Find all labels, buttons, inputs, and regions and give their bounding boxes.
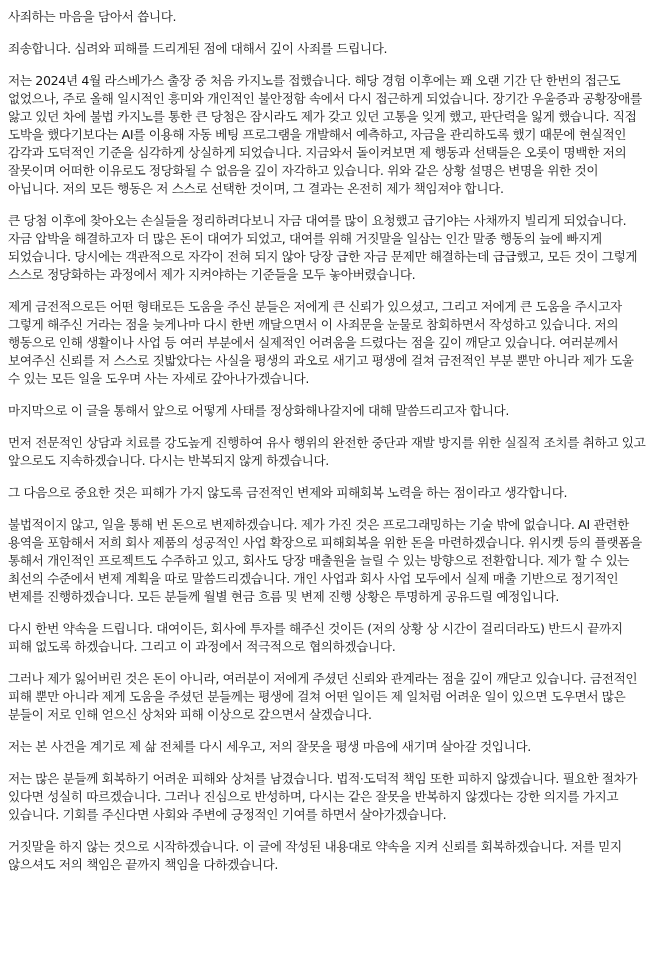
letter-heading: 사죄하는 마음을 담아서 씁니다. — [8, 9, 177, 24]
paragraph-gratitude: 제게 금전적으로든 어떤 형태로든 도움을 주신 분들은 저에게 큰 신뢰가 있으셨고, 그리고 저에게 큰 도움을 주시고자 그렇게 해주신 거라는 점을 늦게나마 다시 한번 깨달으면서 이 사죄문을 눈물로 참회하면서 작성하고 있습니다. 저의 행동으로 인해 생활이나 사업 등 여러 부분에서 실제적인 어려움을 드렸다는 점을 깊이 깨닫고 있습니다. 여러분께서 보여주신 신뢰를 저 스스로 짓밟았다는 사실을 평생의 과오로 새기고 평생에 걸쳐 금전적인 부분 뿐만 아니라 제가 도울 수 있는 모든 일을 도우며 사는 자세로 갚아나가겠습니다. — [8, 299, 634, 386]
paragraph-repayment-intro: 그 다음으로 중요한 것은 피해가 가지 않도록 금전적인 변제와 피해회복 노력을 하는 점이라고 생각합니다. — [8, 485, 568, 500]
paragraph-background: 저는 2024년 4월 라스베가스 출장 중 처음 카지노를 접했습니다. 해당 경험 이후에는 꽤 오랜 기간 단 한번의 접근도 없었으나, 주로 올해 일시적인 흥미와 개인적인 불안정함 속에서 다시 접근하게 되었습니다. 장기간 우울증과 공황장애를 앓고 있던 차에 불법 카지노를 통한 큰 당첨은 잠시라도 제가 갖고 있던 고통을 잊게 했고, 판단력을 잃게 했습니다. 직접 도박을 했다기보다는 AI를 이용해 자동 베팅 프로그램을 개발해서 예측하고, 자금을 관리하도록 했기 때문에 현실적인 감각과 도덕적인 기준을 심각하게 상실하게 되었습니다. 지금와서 돌이켜보면 제 행동과 선택들은 오롯이 명백한 저의 잘못이며 어떠한 이유로도 정당화될 수 없음을 깊이 자각하고 있습니다. 위와 같은 상황 설명은 변명을 위한 것이 아닙니다. 저의 모든 행동은 저 스스로 선택한 것이며, 그 결과는 온전히 제가 책임져야 합니다. — [8, 73, 642, 196]
paragraph-rebuild: 저는 본 사건을 계기로 제 삶 전체를 다시 세우고, 저의 잘못을 평생 마음에 새기며 살아갈 것입니다. — [8, 739, 531, 754]
paragraph-treatment: 먼저 전문적인 상담과 치료를 강도높게 진행하여 유사 행위의 완전한 중단과 재발 방지를 위한 실질적 조치를 취하고 있고 앞으로도 지속하겠습니다. 다시는 반복되지 않게 하겠습니다. — [8, 435, 646, 468]
paragraph-apology: 죄송합니다. 심려와 피해를 드리게된 점에 대해서 깊이 사죄를 드립니다. — [8, 41, 388, 56]
paragraph-debts: 큰 당첨 이후에 찾아오는 손실들을 정리하려다보니 자금 대여를 많이 요청했고 급기야는 사채까지 빌리게 되었습니다. 자금 압박을 해결하고자 더 많은 돈이 대여가 되었고, 대여를 위해 거짓말을 일삼는 인간 말종 행동의 늪에 빠지게 되었습니다. 당시에는 객관적으로 자각이 전혀 되지 않아 당장 급한 자금 문제만 해결하는데 급급했고, 모든 것이 그렇게 스스로 정당화하는 과정에서 제가 지켜야하는 기준들을 모두 놓아버렸습니다. — [8, 213, 638, 282]
paragraph-closing: 거짓말을 하지 않는 것으로 시작하겠습니다. 이 글에 작성된 내용대로 약속을 지켜 신뢰를 회복하겠습니다. 저를 믿지 않으셔도 저의 책임은 끝까지 책임을 다하겠습니다. — [8, 839, 622, 872]
paragraph-promise: 다시 한번 약속을 드립니다. 대여이든, 회사에 투자를 해주신 것이든 (저의 상황 상 시간이 걸리더라도) 반드시 끝까지 피해 없도록 하겠습니다. 그리고 이 과정에서 적극적으로 협의하겠습니다. — [8, 621, 623, 654]
paragraph-responsibility: 저는 많은 분들께 회복하기 어려운 피해와 상처를 남겼습니다. 법적·도덕적 책임 또한 피하지 않겠습니다. 필요한 절차가 있다면 성실히 따르겠습니다. 그러나 진심으로 반성하며, 다시는 같은 잘못을 반복하지 않겠다는 강한 의지를 가지고 있습니다. 기회를 주신다면 사회와 주변에 긍정적인 기여를 하면서 살아가겠습니다. — [8, 771, 638, 822]
paragraph-trust: 그러나 제가 잃어버린 것은 돈이 아니라, 여러분이 저에게 주셨던 신뢰와 관계라는 점을 깊이 깨닫고 있습니다. 금전적인 피해 뿐만 아니라 제게 도움을 주셨던 분들께는 평생에 걸쳐 어떤 일이든 제 일처럼 어려운 일이 있으면 도우면서 많은 분들이 저로 인해 얻으신 상처와 피해 이상으로 갚으면서 살겠습니다. — [8, 671, 638, 722]
paragraph-plan-intro: 마지막으로 이 글을 통해서 앞으로 어떻게 사태를 정상화해나갈지에 대해 말씀드리고자 합니다. — [8, 403, 509, 418]
paragraph-repayment-plan: 불법적이지 않고, 일을 통해 번 돈으로 변제하겠습니다. 제가 가진 것은 프로그래밍하는 기술 밖에 없습니다. AI 관련한 용역을 포함해서 저희 회사 제품의 성공적인 사업 확장으로 피해회복을 위한 돈을 마련하겠습니다. 위시켓 등의 플랫폼을 통해서 개인적인 프로젝트도 수주하고 있고, 회사도 당장 매출원을 늘릴 수 있는 방향으로 전환합니다. 제가 할 수 있는 최선의 수준에서 변제 계획을 따로 말씀드리겠습니다. 개인 사업과 회사 사업 모두에서 실제 매출 기반으로 정기적인 변제를 진행하겠습니다. 모든 분들께 월별 현금 흐름 및 변제 진행 상황은 투명하게 공유드릴 예정입니다. — [8, 517, 642, 604]
